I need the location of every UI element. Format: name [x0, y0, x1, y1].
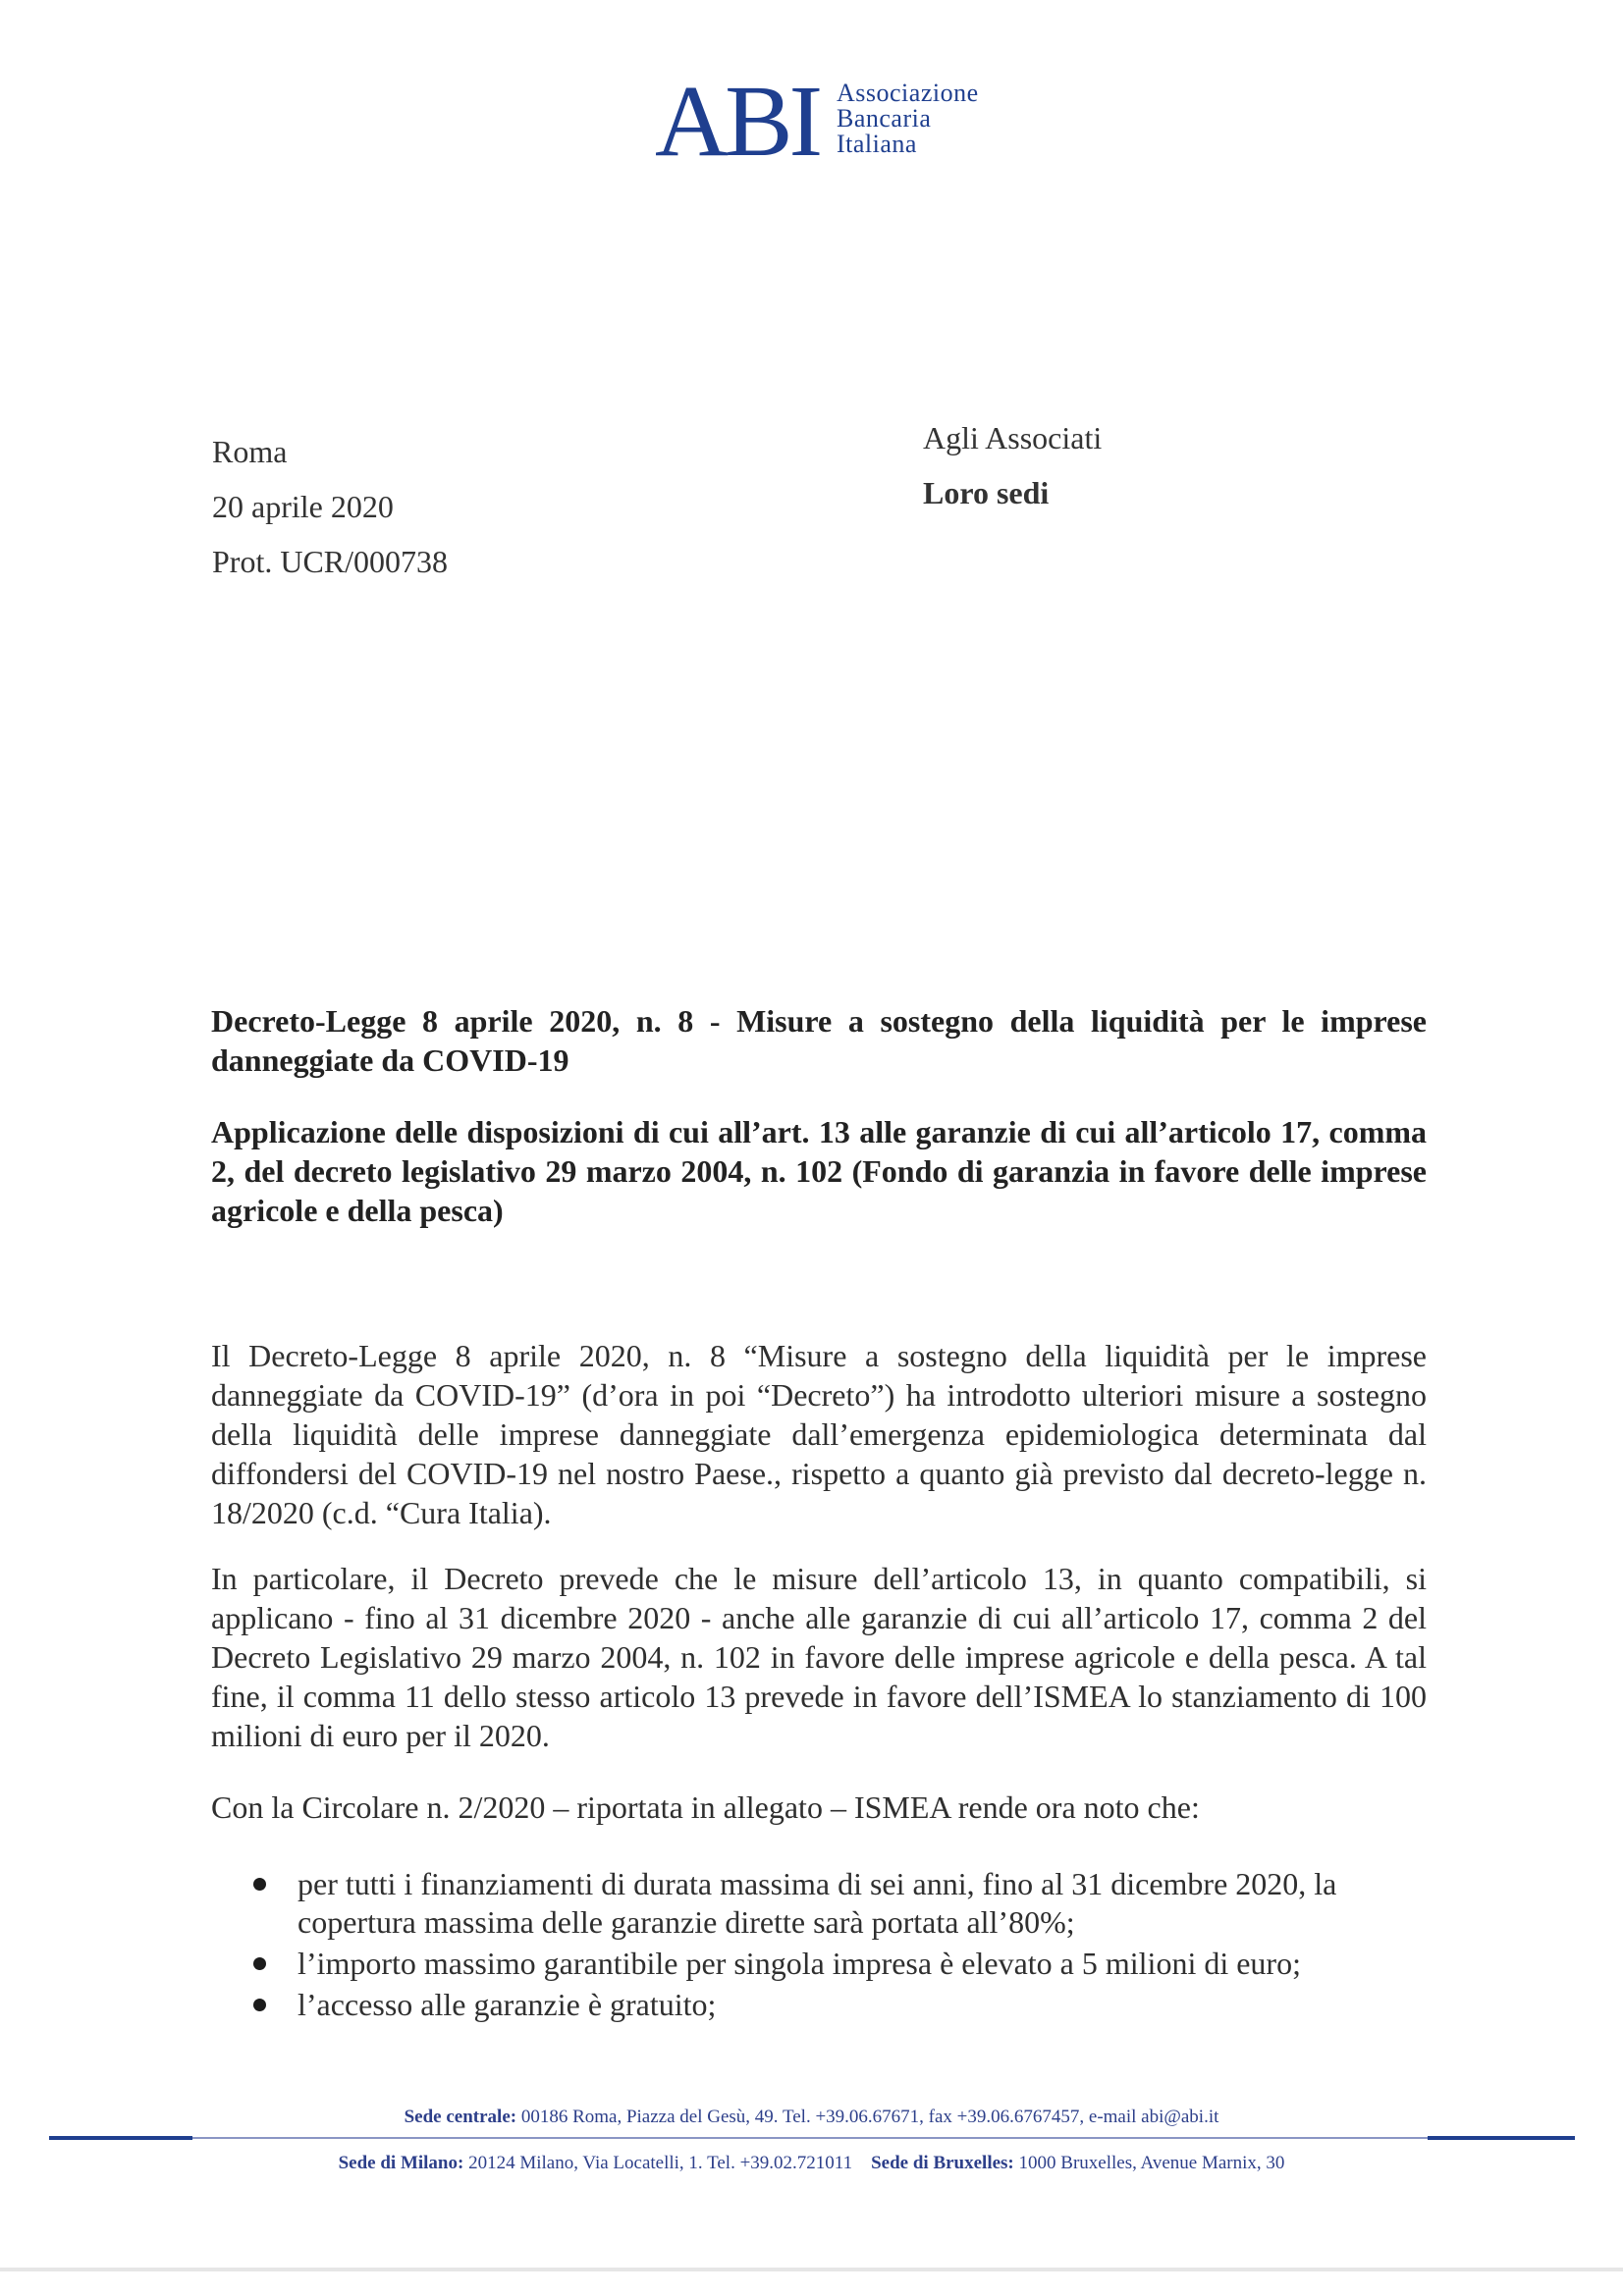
- recipient-location: Loro sedi: [923, 475, 1050, 510]
- list-item: [211, 1945, 1427, 1983]
- footer-label: Sede centrale:: [404, 2107, 517, 2127]
- page-edge: [0, 2268, 1623, 2271]
- recipient-block: [923, 410, 1102, 520]
- logo-line: Italiana: [837, 130, 917, 158]
- footer-divider: [1428, 2136, 1575, 2140]
- list-item: [211, 1986, 1427, 2024]
- subject-detail: Applicazione delle disposizioni di cui all’art. 13 alle garanzie di cui all’articolo 17, comma 2, del decreto legislativo 29 marzo 2004, n. 102 (Fondo di garanzia in favore delle imprese agricole e della pesca): [211, 1114, 1427, 1228]
- list-item: [211, 1865, 1427, 1942]
- logo-line: Associazione: [837, 79, 979, 107]
- list-item-text: per tutti i finanziamenti di durata massima di sei anni, fino al 31 dicembre 2020, la copertura massima delle garanzie dirette sarà portata all’80%;: [298, 1866, 1337, 1940]
- bullet-icon: [253, 1999, 266, 2011]
- bullet-icon: [253, 1957, 266, 1970]
- footer-label: Sede di Bruxelles:: [871, 2153, 1014, 2173]
- sender-protocol: Prot. UCR/000738: [212, 544, 449, 579]
- footer-text: 00186 Roma, Piazza del Gesù, 49. Tel. +39.06.67671, fax +39.06.6767457, e-mail abi@abi.it: [520, 2107, 1219, 2127]
- sender-date: 20 aprile 2020: [212, 489, 394, 524]
- bullet-list: [211, 1865, 1427, 2027]
- recipient-line: Agli Associati: [923, 420, 1103, 455]
- subject-title: Decreto-Legge 8 aprile 2020, n. 8 - Misure a sostegno della liquidità per le imprese danneggiate da COVID-19: [211, 1003, 1427, 1078]
- footer-headquarters: [0, 2107, 1623, 2128]
- body-paragraph: Con la Circolare n. 2/2020 – riportata in allegato – ISMEA rende ora noto che:: [211, 1789, 1200, 1825]
- logo-line: Bancaria: [837, 104, 932, 133]
- sender-city: Roma: [212, 434, 288, 469]
- bullet-icon: [253, 1878, 266, 1891]
- list-item-text: l’accesso alle garanzie è gratuito;: [298, 1987, 717, 2022]
- footer-divider: [49, 2136, 192, 2140]
- footer-text: 1000 Bruxelles, Avenue Marnix, 30: [1018, 2153, 1285, 2173]
- body-paragraph: Il Decreto-Legge 8 aprile 2020, n. 8 “Misure a sostegno della liquidità per le imprese danneggiate da COVID-19” (d’ora in poi “Decreto”) ha introdotto ulteriori misure a sostegno della liquidità delle imprese danneggiate dall’emergenza epidemiologica determinata dal diffondersi del COVID-19 nel nostro Paese., rispetto a quanto già previsto dal decreto-legge n. 18/2020 (c.d. “Cura Italia).: [211, 1338, 1427, 1530]
- logo-wordmark: [837, 80, 979, 157]
- list-item-text: l’importo massimo garantibile per singola impresa è elevato a 5 milioni di euro;: [298, 1946, 1301, 1981]
- body-paragraph: In particolare, il Decreto prevede che le misure dell’articolo 13, in quanto compatibili, si applicano - fino al 31 dicembre 2020 - anche alle garanzie di cui all’articolo 17, comma 2 del Decreto Legislativo 29 marzo 2004, n. 102 in favore delle imprese agricole e della pesca. A tal fine, il comma 11 dello stesso articolo 13 prevede in favore dell’ISMEA lo stanziamento di 100 milioni di euro per il 2020.: [211, 1561, 1427, 1753]
- footer-text: 20124 Milano, Via Locatelli, 1. Tel. +39.02.721011: [468, 2153, 853, 2173]
- footer-label: Sede di Milano:: [338, 2153, 464, 2173]
- sender-block: [212, 424, 448, 589]
- logo-mark: ABI: [655, 65, 820, 178]
- footer-offices: [0, 2153, 1623, 2174]
- footer-divider: [192, 2137, 1428, 2139]
